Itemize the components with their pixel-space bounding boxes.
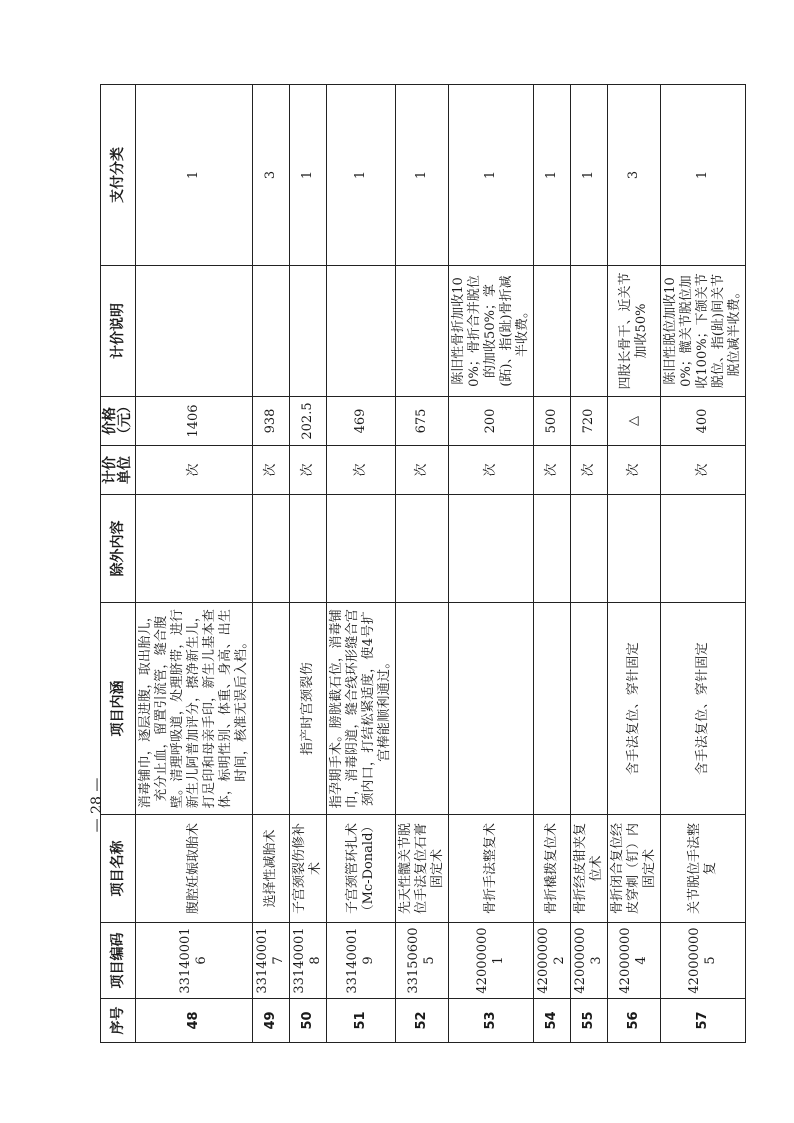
row-seq: 54 [534,999,571,1043]
table-row [253,85,290,1043]
row-unit: 次 [136,446,253,495]
header-seq: 序号 [101,999,136,1043]
row-code: 331400016 [136,923,253,999]
row-note [253,266,290,397]
row-except [290,495,327,603]
row-code: 331400018 [290,923,327,999]
row-except [327,495,396,603]
table-row [290,85,327,1043]
row-unit: 次 [290,446,327,495]
table-row [327,85,396,1043]
row-seq: 55 [571,999,608,1043]
row-seq: 57 [661,999,746,1043]
row-pay: 3 [253,85,290,266]
row-except [449,495,534,603]
row-note [290,266,327,397]
header-content: 项目内涵 [101,603,136,815]
row-seq: 53 [449,999,534,1043]
row-content: 指孕期手术。膀胱截石位，消毒铺巾，消毒阴道，缝合线环形缝合宫颈内口，打结松紧适度，使4号扩宫棒能顺利通过。 [327,603,396,815]
row-content [449,603,534,815]
header-name: 项目名称 [101,815,136,923]
row-price: 500 [534,397,571,446]
row-pay: 1 [290,85,327,266]
pricing-table [100,84,746,1043]
row-unit: 次 [327,446,396,495]
row-note [327,266,396,397]
row-price: 938 [253,397,290,446]
row-unit: 次 [396,446,449,495]
page-number: — 28 — [89,777,105,833]
rotated-table-container [100,85,742,1043]
row-code: 331400019 [327,923,396,999]
header-except: 除外内容 [101,495,136,603]
row-price: 720 [571,397,608,446]
row-unit: 次 [571,446,608,495]
row-pay: 1 [327,85,396,266]
row-seq: 52 [396,999,449,1043]
row-price: △ [608,397,661,446]
row-unit: 次 [661,446,746,495]
row-name: 骨折手法整复术 [449,815,534,923]
row-name: 骨折闭合复位经皮穿刺（钉）内固定术 [608,815,661,923]
row-pay: 1 [534,85,571,266]
row-content: 含手法复位、穿针固定 [608,603,661,815]
header-note: 计价说明 [101,266,136,397]
row-except [534,495,571,603]
row-seq: 49 [253,999,290,1043]
header-price: 价格（元） [101,397,136,446]
row-unit: 次 [449,446,534,495]
row-pay: 1 [571,85,608,266]
row-name: 骨折橇拨复位术 [534,815,571,923]
row-seq: 51 [327,999,396,1043]
row-price: 400 [661,397,746,446]
row-note [534,266,571,397]
row-seq: 56 [608,999,661,1043]
row-pay: 1 [661,85,746,266]
row-note [136,266,253,397]
row-note: 陈旧性脱位加收100%；髋关节脱位加收100%；下颌关节脱位、指(趾)间关节脱位减半收费。 [661,266,746,397]
table-row [449,85,534,1043]
row-price: 202.5 [290,397,327,446]
header-code: 项目编码 [101,923,136,999]
row-name: 先天性髋关节脱位手法复位石膏固定术 [396,815,449,923]
row-pay: 1 [449,85,534,266]
row-code: 420000001 [449,923,534,999]
row-pay: 3 [608,85,661,266]
row-content [571,603,608,815]
table-row [396,85,449,1043]
row-content: 消毒铺巾，逐层进腹，取出胎儿，充分止血，留置引流管，缝合腹壁。清理呼吸道，处理脐带，进行新生儿阿普加评分，擦净新生儿，打足印和母亲手印，新生儿基本查体，标明性别、体重、身高、出生时间，核准无误后入档。 [136,603,253,815]
row-note [571,266,608,397]
row-content [534,603,571,815]
table-row [534,85,571,1043]
row-code: 331506005 [396,923,449,999]
row-note [396,266,449,397]
row-unit: 次 [534,446,571,495]
row-content: 指产时宫颈裂伤 [290,603,327,815]
row-except [396,495,449,603]
row-price: 1406 [136,397,253,446]
row-except [661,495,746,603]
row-content [396,603,449,815]
row-content: 含手法复位、穿针固定 [661,603,746,815]
table-row [136,85,253,1043]
row-pay: 1 [136,85,253,266]
row-note: 陈旧性骨折加收100%；骨折合并脱位的加收50%；掌(跖)、指(趾)骨折减半收费。 [449,266,534,397]
row-code: 331400017 [253,923,290,999]
row-unit: 次 [253,446,290,495]
row-name: 骨折经皮钳夹复位术 [571,815,608,923]
row-except [608,495,661,603]
row-code: 420000005 [661,923,746,999]
table-row [571,85,608,1043]
row-name: 子宫颈管环扎术（Mc-Donald） [327,815,396,923]
header-unit: 计价单位 [101,446,136,495]
row-name: 腹腔妊娠取胎术 [136,815,253,923]
table-header-row [101,85,136,1043]
row-name: 关节脱位手法整复 [661,815,746,923]
row-name: 选择性减胎术 [253,815,290,923]
header-pay: 支付分类 [101,85,136,266]
row-code: 420000002 [534,923,571,999]
row-price: 200 [449,397,534,446]
row-seq: 50 [290,999,327,1043]
table-row [608,85,661,1043]
row-code: 420000004 [608,923,661,999]
row-content [253,603,290,815]
row-note: 四肢长骨干、近关节加收50% [608,266,661,397]
row-seq: 48 [136,999,253,1043]
row-pay: 1 [396,85,449,266]
row-price: 675 [396,397,449,446]
table-row [661,85,746,1043]
row-code: 420000003 [571,923,608,999]
row-except [571,495,608,603]
row-price: 469 [327,397,396,446]
row-name: 子宫颈裂伤修补术 [290,815,327,923]
row-except [253,495,290,603]
row-except [136,495,253,603]
row-unit: 次 [608,446,661,495]
